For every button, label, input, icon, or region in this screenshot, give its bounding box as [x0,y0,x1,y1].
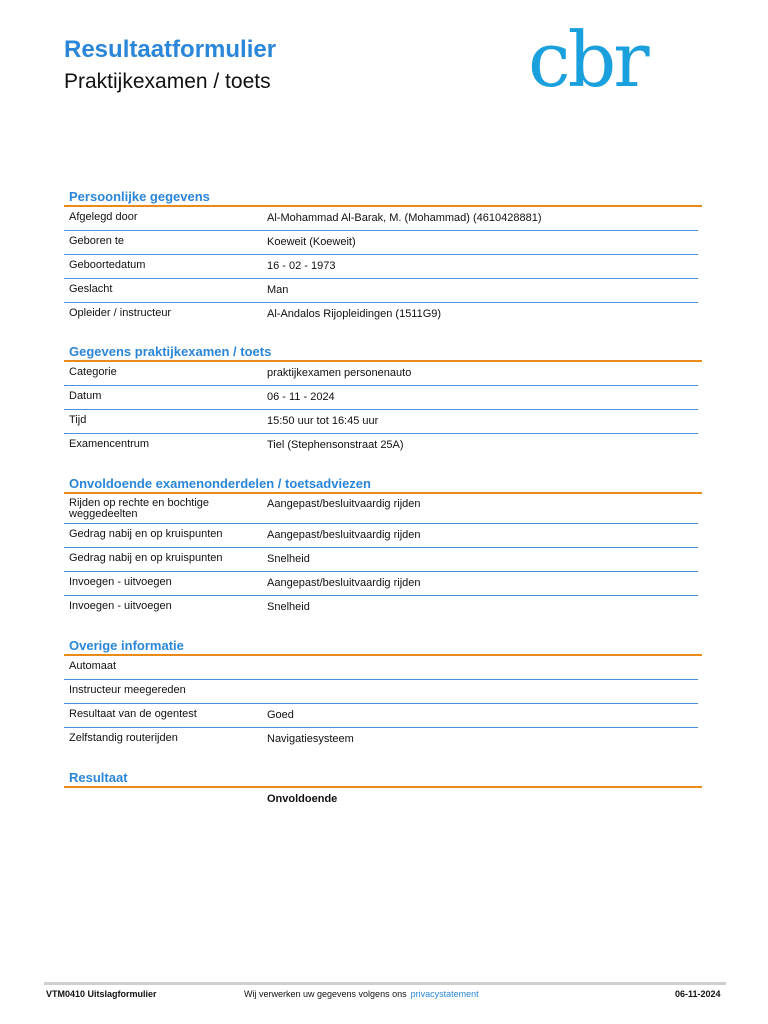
row-label: Invoegen - uitvoegen [69,576,172,588]
footer-form-code: VTM0410 Uitslagformulier [46,989,157,999]
row-value: 16 - 02 - 1973 [267,260,336,272]
table-row [64,255,698,279]
row-value: Goed [267,709,294,721]
section-exam-data [64,343,702,457]
table-row [64,410,698,434]
row-value: Navigatiesysteem [267,733,354,745]
row-label: Afgelegd door [69,211,138,223]
table-row [64,572,698,596]
table-row [64,704,698,728]
row-value: Aangepast/besluitvaardig rijden [267,577,421,589]
table-row [64,656,698,680]
table-row [64,788,698,811]
table-row [64,728,698,751]
footer-divider [44,982,726,985]
row-value: Man [267,284,289,296]
table-row [64,303,698,326]
table-row [64,596,698,619]
cbr-logo: cbr [528,15,647,104]
row-value: Aangepast/besluitvaardig rijden [267,498,421,510]
section-heading: Onvoldoende examenonderdelen / toetsadviezen [69,476,371,491]
row-label: Categorie [69,366,117,378]
table-row [64,362,698,386]
footer-privacy-text: Wij verwerken uw gegevens volgens ons [244,989,407,999]
page-title: Resultaatformulier [64,36,277,63]
row-label: Geboortedatum [69,259,146,271]
row-label: Datum [69,390,102,402]
row-label: Geslacht [69,283,113,295]
table-row [64,207,698,231]
row-label: Instructeur meegereden [69,684,186,696]
table-row [64,680,698,704]
row-value: 15:50 uur tot 16:45 uur [267,415,379,427]
row-value: 06 - 11 - 2024 [267,391,335,403]
row-value: Al-Mohammad Al-Barak, M. (Mohammad) (4610428881) [267,212,542,224]
section-personal-data [64,188,702,326]
table-row [64,231,698,255]
section-heading: Persoonlijke gegevens [69,189,210,204]
table-row [64,524,698,548]
table-row [64,548,698,572]
footer-date: 06-11-2024 [675,989,721,999]
row-label: Geboren te [69,235,125,247]
row-value: Koeweit (Koeweit) [267,236,356,248]
section-failed-parts [64,475,702,619]
row-label: Gedrag nabij en op kruispunten [69,528,223,540]
table-row [64,494,698,524]
section-result [64,769,702,811]
section-heading: Gegevens praktijkexamen / toets [69,344,272,359]
footer-privacy [244,989,479,999]
row-label: Zelfstandig routerijden [69,732,178,744]
section-heading: Overige informatie [69,638,184,653]
row-value: Snelheid [267,601,310,613]
row-label: Invoegen - uitvoegen [69,600,172,612]
table-row [64,434,698,457]
section-other-info [64,637,702,751]
privacy-statement-link[interactable]: privacystatement [410,989,479,999]
row-label: Automaat [69,660,117,672]
row-label: Resultaat van de ogentest [69,708,197,720]
row-label: Gedrag nabij en op kruispunten [69,552,223,564]
page-subtitle: Praktijkexamen / toets [64,70,271,93]
row-label: Opleider / instructeur [69,307,172,319]
section-heading: Resultaat [69,770,128,785]
row-label: Tijd [69,414,87,426]
result-value: Onvoldoende [267,793,338,805]
row-label: Rijden op rechte en bochtige weggedeelten [69,497,210,520]
row-value: Tiel (Stephensonstraat 25A) [267,439,404,451]
table-row [64,279,698,303]
row-value: Al-Andalos Rijopleidingen (1511G9) [267,308,442,320]
row-label: Examencentrum [69,438,150,450]
row-value: praktijkexamen personenauto [267,367,412,379]
table-row [64,386,698,410]
row-value: Aangepast/besluitvaardig rijden [267,529,421,541]
row-value: Snelheid [267,553,310,565]
